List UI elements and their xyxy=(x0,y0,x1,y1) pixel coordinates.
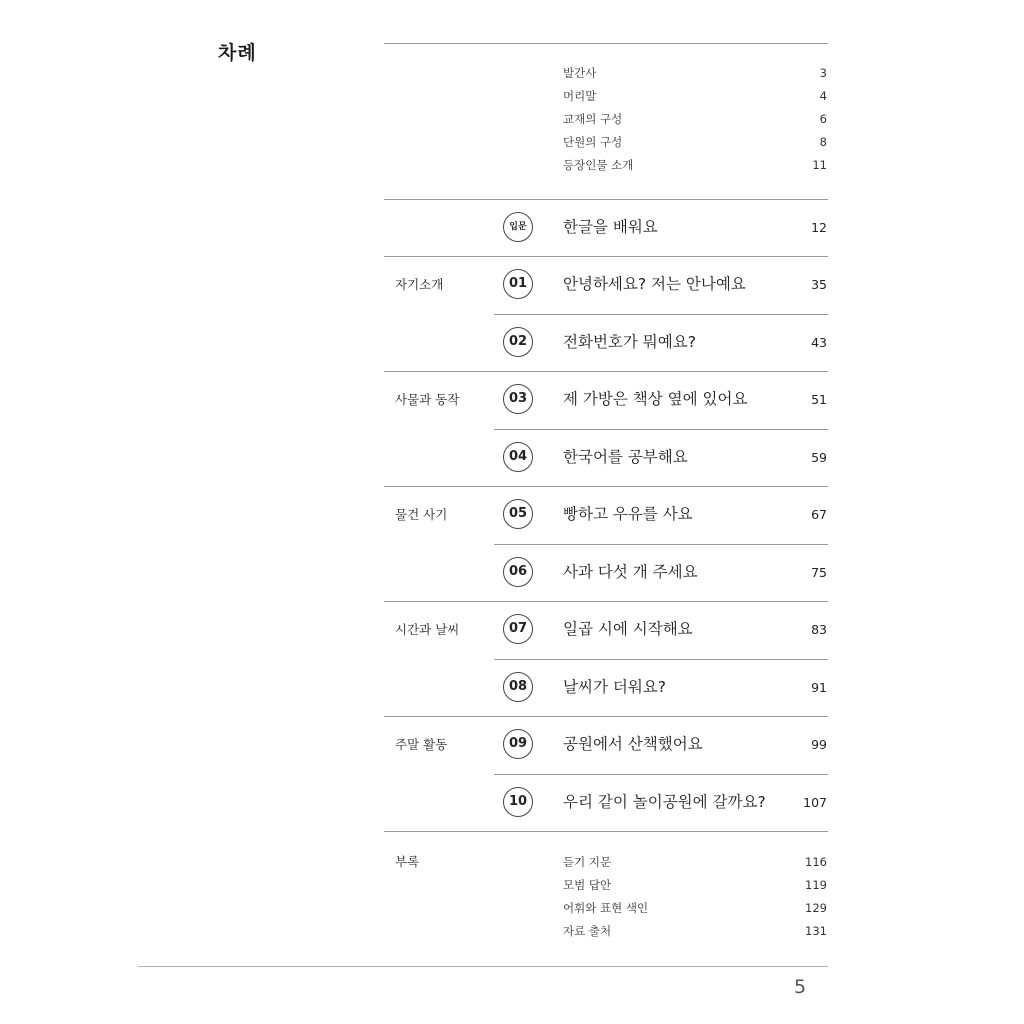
lesson-page: 67 xyxy=(811,507,827,522)
lesson-title: 날씨가 더워요? xyxy=(563,678,666,696)
page-number: 5 xyxy=(794,976,807,998)
lesson-page: 35 xyxy=(811,277,827,292)
lesson-title: 일곱 시에 시작해요 xyxy=(563,620,693,638)
section-label-appendix: 부록 xyxy=(395,854,420,869)
lesson-row[interactable] xyxy=(0,486,1024,543)
lesson-badge: 08 xyxy=(503,672,533,702)
lesson-row[interactable] xyxy=(0,601,1024,658)
toc-front-label: 교재의 구성 xyxy=(563,112,623,126)
toc-front-page: 3 xyxy=(819,66,827,80)
toc-appendix-item[interactable] xyxy=(0,852,1024,872)
toc-appendix-label: 듣기 지문 xyxy=(563,855,612,869)
page-title: 차례 xyxy=(218,42,257,64)
divider-section-5 xyxy=(384,831,828,832)
toc-front-label: 발간사 xyxy=(563,66,597,80)
toc-appendix-item[interactable] xyxy=(0,921,1024,941)
lesson-title: 한글을 배워요 xyxy=(563,218,658,236)
lesson-row[interactable] xyxy=(0,371,1024,428)
lesson-title: 안녕하세요? 저는 안나예요 xyxy=(563,275,746,293)
lesson-page: 107 xyxy=(803,795,827,810)
lesson-page: 43 xyxy=(811,335,827,350)
toc-front-page: 11 xyxy=(812,158,827,172)
lesson-page: 99 xyxy=(811,737,827,752)
toc-front-item[interactable] xyxy=(0,132,1024,152)
lesson-page: 75 xyxy=(811,565,827,580)
lesson-page: 12 xyxy=(811,220,827,235)
lesson-page: 83 xyxy=(811,622,827,637)
lesson-title: 빵하고 우유를 사요 xyxy=(563,505,693,523)
lesson-badge: 09 xyxy=(503,729,533,759)
toc-front-label: 단원의 구성 xyxy=(563,135,623,149)
toc-appendix-label: 모범 답안 xyxy=(563,878,612,892)
lesson-row[interactable] xyxy=(0,774,1024,831)
lesson-page: 91 xyxy=(811,680,827,695)
toc-appendix-label: 자료 출처 xyxy=(563,924,612,938)
lesson-badge: 04 xyxy=(503,442,533,472)
lesson-title: 우리 같이 놀이공원에 갈까요? xyxy=(563,793,766,811)
toc-front-label: 머리말 xyxy=(563,89,597,103)
lesson-title: 한국어를 공부해요 xyxy=(563,448,688,466)
lesson-title: 공원에서 산책했어요 xyxy=(563,735,703,753)
lesson-badge: 10 xyxy=(503,787,533,817)
toc-front-item[interactable] xyxy=(0,155,1024,175)
section-label-time-weather: 시간과 날씨 xyxy=(395,622,460,637)
lesson-row[interactable] xyxy=(0,544,1024,601)
toc-front-item[interactable] xyxy=(0,63,1024,83)
lesson-title: 제 가방은 책상 옆에 있어요 xyxy=(563,390,748,408)
lesson-badge: 05 xyxy=(503,499,533,529)
toc-front-item[interactable] xyxy=(0,109,1024,129)
lesson-badge: 06 xyxy=(503,557,533,587)
toc-appendix-page: 119 xyxy=(805,878,827,892)
lesson-title: 전화번호가 뭐예요? xyxy=(563,333,696,351)
toc-appendix-page: 131 xyxy=(805,924,827,938)
toc-front-page: 8 xyxy=(819,135,827,149)
toc-appendix-item[interactable] xyxy=(0,898,1024,918)
section-label-objects-actions: 사물과 동작 xyxy=(395,392,460,407)
toc-appendix-label: 어휘와 표현 색인 xyxy=(563,901,649,915)
lesson-badge: 07 xyxy=(503,614,533,644)
lesson-row[interactable] xyxy=(0,716,1024,773)
lesson-page: 59 xyxy=(811,450,827,465)
section-label-self-intro: 자기소개 xyxy=(395,277,444,292)
toc-appendix-item[interactable] xyxy=(0,875,1024,895)
lesson-page: 51 xyxy=(811,392,827,407)
toc-front-page: 4 xyxy=(819,89,827,103)
toc-front-item[interactable] xyxy=(0,86,1024,106)
lesson-badge: 03 xyxy=(503,384,533,414)
toc-front-label: 등장인물 소개 xyxy=(563,158,634,172)
lesson-badge: 01 xyxy=(503,269,533,299)
divider-bottom xyxy=(138,966,828,967)
section-label-shopping: 물건 사기 xyxy=(395,507,448,522)
lesson-row[interactable] xyxy=(0,429,1024,486)
section-label-weekend: 주말 활동 xyxy=(395,737,448,752)
lesson-row[interactable] xyxy=(0,314,1024,371)
lesson-badge: 02 xyxy=(503,327,533,357)
toc-appendix-page: 129 xyxy=(805,901,827,915)
lesson-row-intro[interactable] xyxy=(0,199,1024,256)
lesson-badge: 입문 xyxy=(503,212,533,242)
toc-appendix-page: 116 xyxy=(805,855,827,869)
lesson-row[interactable] xyxy=(0,256,1024,313)
lesson-row[interactable] xyxy=(0,659,1024,716)
lesson-title: 사과 다섯 개 주세요 xyxy=(563,563,698,581)
toc-front-page: 6 xyxy=(819,112,827,126)
divider-top xyxy=(384,43,828,44)
